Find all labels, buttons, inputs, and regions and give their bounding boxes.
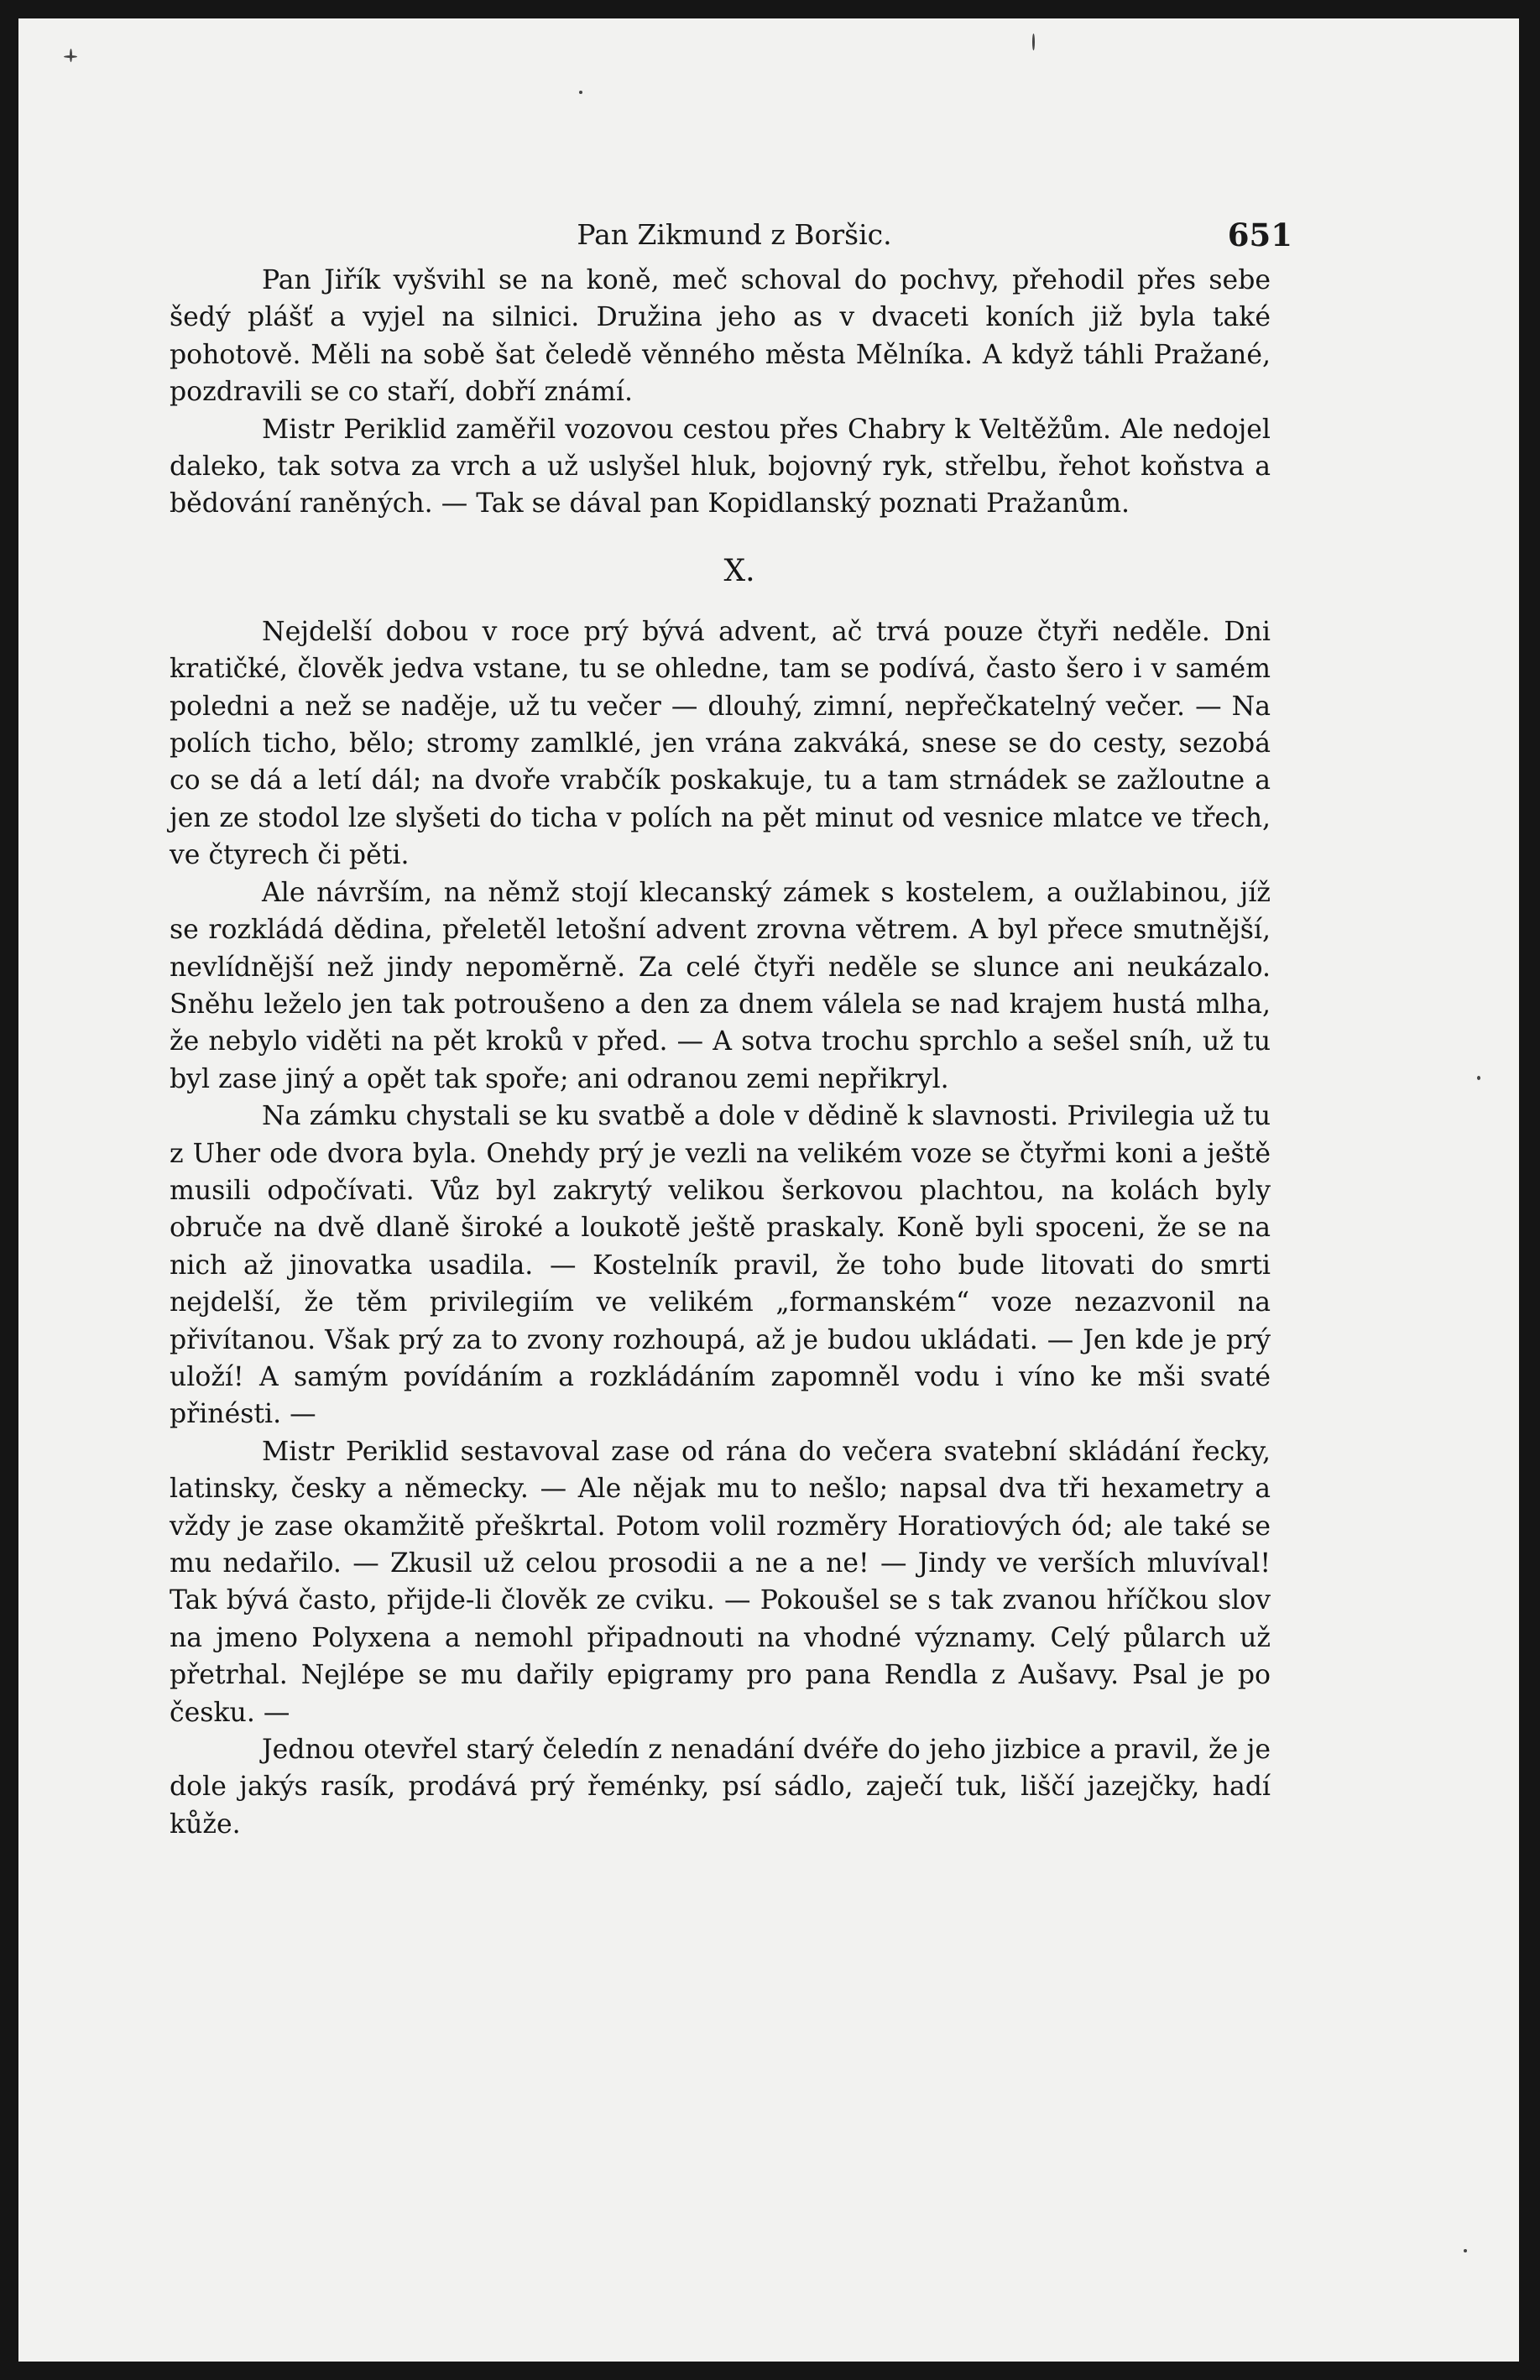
paragraph: Pan Jiřík vyšvihl se na koně, meč schoval do pochvy, přehodil přes sebe šedý plášť a vyjel na silnici. Družina jeho as v dvaceti koních již byla také pohotově. Měli na sobě šat čeledě věnného města Mělníka. A když táhli Pražané, pozdravili se co staří, dobří známí. — [170, 265, 1271, 408]
paragraph: Mistr Periklid zaměřil vozovou cestou přes Chabry k Veltěžům. Ale nedojel daleko, tak sotva za vrch a už uslyšel hluk, bojovný ryk, střelbu, řehot koňstva a bědování raněných. — Tak se dával pan Kopidlanský poznati Pražanům. — [170, 414, 1271, 519]
paragraph: Ale návrším, na němž stojí klecanský zámek s kostelem, a oužlabinou, jíž se rozkládá dědina, přeletěl letošní advent zrovna větrem. A byl přece smutnější, nevlídnější než jindy nepoměrně. Za celé čtyři neděle se slunce ani neukázalo. Sněhu leželo jen tak potroušeno a den za dnem válela se nad krajem hustá mlha, že nebylo viděti na pět kroků v před. — A sotva trochu sprchlo a sešel sníh, už tu byl zase jiný a opět tak spoře; ani odranou zemi nepřikryl. — [170, 877, 1271, 1094]
chapter-heading: X. — [723, 553, 755, 588]
paragraph: Nejdelší dobou v roce prý bývá advent, ač trvá pouze čtyři neděle. Dni kratičké, člověk jedva vstane, tu se ohledne, tam se podívá, často šero i v samém poledni a než se naděje, už tu večer — dlouhý, zimní, nepřečkatelný večer. — Na polích ticho, bělo; stromy zamlklé, jen vrána zakváká, snese se do cesty, sezobá co se dá a letí dál; na dvoře vrabčík poskakuje, tu a tam strnádek se zažloutne a jen ze stodol lze slyšeti do ticha v polích na pět minut od vesnice mlatce ve třech, ve čtyrech či pěti. — [170, 616, 1271, 871]
print-speck — [1032, 34, 1035, 50]
print-speck — [579, 91, 582, 94]
paragraph: Mistr Periklid sestavoval zase od rána do večera svatební skládání řecky, latinsky, česky a německy. — Ale nějak mu to nešlo; napsal dva tři hexametry a vždy je zase okamžitě přeškrtal. Potom volil rozměry Horatiových ód; ale také se mu nedařilo. — Zkusil už celou prosodii a ne a ne! — Jindy ve verších mluvíval! Tak bývá často, přijde-li člověk ze cviku. — Pokoušel se s tak zvanou hříčkou slov na jmeno Polyxena a nemohl připadnouti na vhodné významy. Celý půlarch už přetrhal. Nejlépe se mu dařily epigramy pro pana Rendla z Aušavy. Psal je po česku. — — [170, 1436, 1271, 1728]
body-text — [170, 262, 1271, 1843]
print-speck — [1464, 2249, 1467, 2252]
paragraph: Na zámku chystali se ku svatbě a dole v dědině k slavnosti. Privilegia už tu z Uher ode dvora byla. Onehdy prý je vezli na velikém voze se čtyřmi koni a ještě musili odpočívati. Vůz byl zakrytý velikou šerkovou plachtou, na kolách byly obruče na dvě dlaně široké a loukotě ještě praskaly. Koně byli spoceni, že se na nich až jinovatka usadila. — Kostelník pravil, že toho bude litovati do smrti nejdelší, že těm privilegiím ve velikém „formanském“ voze nezazvonil na přivítanou. Však prý za to zvony rozhoupá, až je budou ukládati. — Jen kde je prý uloží! A samým povídáním a rozkládáním zapomněl vodu i víno ke mši svaté přinésti. — — [170, 1101, 1271, 1430]
running-title: Pan Zikmund z Boršic. — [577, 218, 892, 251]
page-header — [176, 210, 1292, 260]
paragraph: Jednou otevřel starý čeledín z nenadání dvéře do jeho jizbice a pravil, že je dole jakýs rasík, prodává prý řeménky, psí sádlo, zaječí tuk, liščí jazejčky, hadí kůže. — [170, 1735, 1271, 1840]
print-speck — [70, 49, 72, 62]
page-number: 651 — [1227, 217, 1292, 253]
print-speck — [1477, 1076, 1480, 1080]
